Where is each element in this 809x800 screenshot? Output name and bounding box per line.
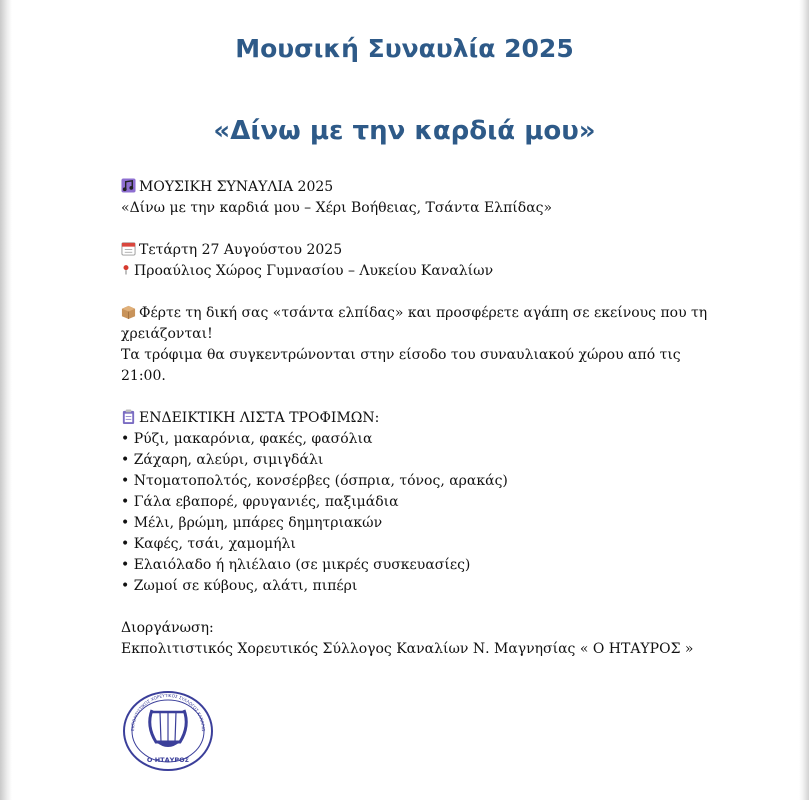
page-title: Μουσική Συναυλία 2025 — [235, 34, 574, 63]
list-item: • Ελαιόλαδο ή ηλιέλαιο (σε μικρές συσκευασίες) — [121, 557, 471, 573]
organizer-name: Εκπολιτιστικός Χορευτικός Σύλλογος Καναλίων Ν. Μαγνησίας « Ο ΗΤΑΥΡΟΣ » — [121, 641, 694, 657]
spacer — [121, 387, 681, 408]
event-heading-line — [121, 177, 681, 198]
pin-icon — [121, 262, 131, 277]
clipboard-icon — [121, 409, 136, 424]
logo-caption: Ο ΗΤΑΥΡΟΣ — [146, 756, 190, 764]
logo-ring-text: ΕΚΠΟΛΙΤΙΣΤΙΚΟΣ ΧΟΡΕΥΤΙΚΟΣ ΣΥΛΛΟΓΟΣ ΚΑΝΑΛΙΩ — [129, 692, 207, 732]
donation-text-3: Τα τρόφιμα θα συγκεντρώνονται στην είσοδο του συναυλιακού χώρου από τις — [121, 347, 681, 363]
music-notes-icon — [121, 178, 136, 193]
event-tagline: «Δίνω με την καρδιά μου – Χέρι Βοήθειας, Τσάντα Ελπίδας» — [121, 200, 553, 216]
list-item: • Ζάχαρη, αλεύρι, σιμιγδάλι — [121, 452, 324, 468]
document-body — [121, 177, 708, 660]
event-heading: ΜΟΥΣΙΚΗ ΣΥΝΑΥΛΙΑ 2025 — [139, 179, 334, 195]
donation-text-2: χρειάζονται! — [121, 326, 213, 342]
spacer — [121, 597, 681, 618]
list-item: • Γάλα εβαπορέ, φρυγανιές, παξιμάδια — [121, 494, 399, 510]
list-item: • Ρύζι, μακαρόνια, φακές, φασόλια — [121, 431, 373, 447]
calendar-icon — [121, 241, 136, 256]
event-location: Προαύλιος Χώρος Γυμνασίου – Λυκείου Καναλίων — [134, 263, 494, 279]
food-list-heading: ΕΝΔΕΙΚΤΙΚΗ ΛΙΣΤΑ ΤΡΟΦΙΜΩΝ: — [139, 410, 380, 426]
donation-text-4: 21:00. — [121, 368, 166, 384]
event-date-line — [121, 240, 681, 261]
food-list-heading-line — [121, 408, 681, 429]
page-subtitle: «Δίνω με την καρδιά μου» — [213, 116, 596, 146]
spacer — [121, 219, 681, 240]
list-item: • Ζωμοί σε κύβους, αλάτι, πιπέρι — [121, 578, 358, 594]
donation-text-1: Φέρτε τη δική σας «τσάντα ελπίδας» και προσφέρετε αγάπη σε εκείνους που τη — [139, 305, 708, 321]
list-item: • Καφές, τσάι, χαμομήλι — [121, 536, 296, 552]
list-item: • Μέλι, βρώμη, μπάρες δημητριακών — [121, 515, 383, 531]
event-location-line — [121, 261, 681, 282]
event-date: Τετάρτη 27 Αυγούστου 2025 — [139, 242, 343, 258]
lyre-seal-logo — [122, 690, 214, 772]
donation-line-1 — [121, 303, 708, 324]
package-icon — [121, 304, 136, 319]
spacer — [121, 282, 681, 303]
list-item: • Ντοματοπολτός, κονσέρβες (όσπρια, τόνος, αρακάς) — [121, 473, 508, 489]
organizer-label: Διοργάνωση: — [121, 620, 214, 636]
